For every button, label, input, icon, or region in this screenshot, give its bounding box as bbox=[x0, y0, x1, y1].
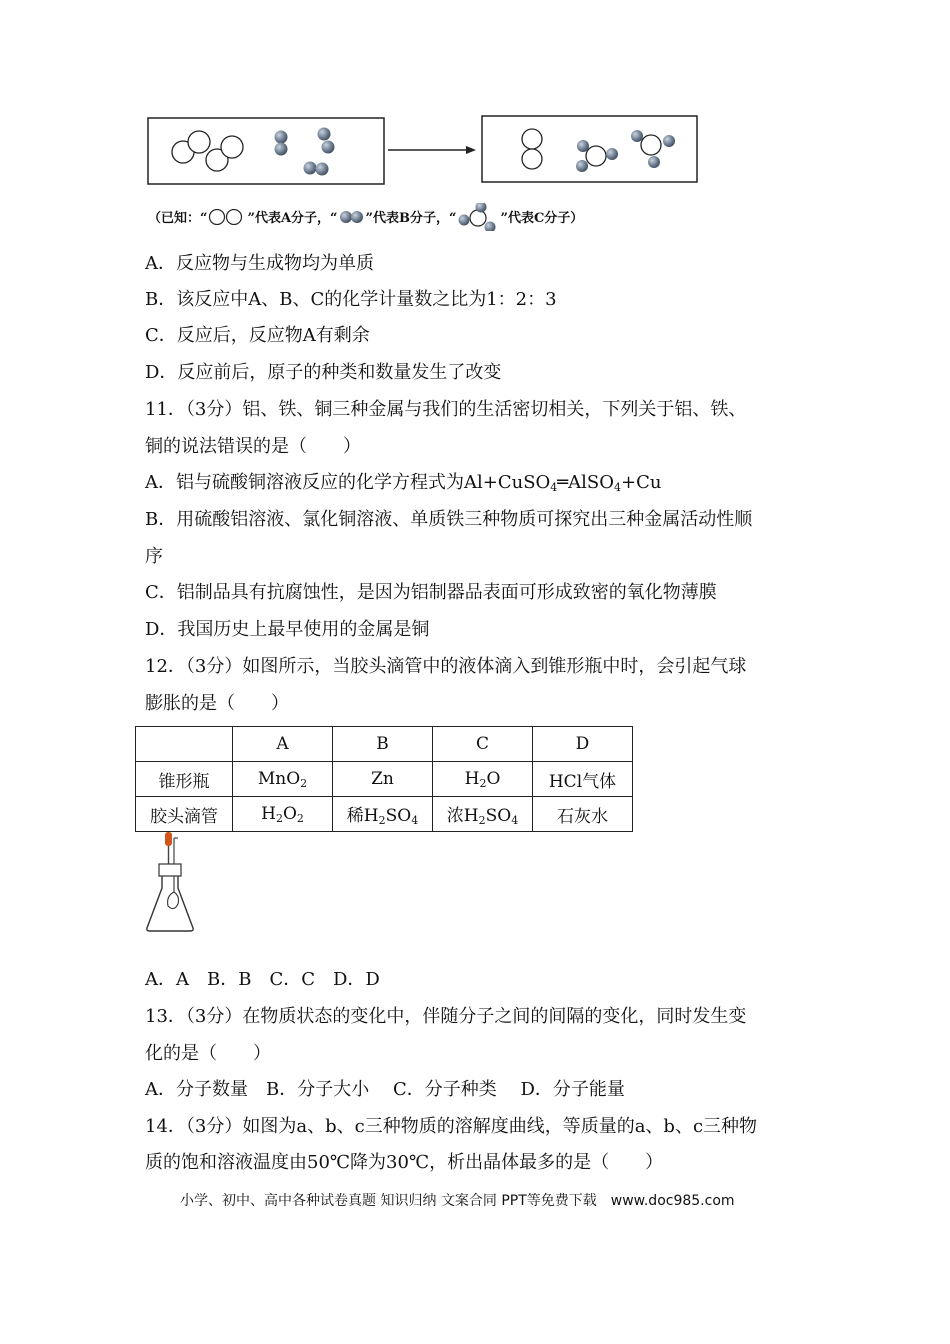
legend-c-icon bbox=[456, 203, 500, 231]
cell-dropper-d: 石灰水 bbox=[533, 797, 633, 832]
legend-a-icon bbox=[207, 209, 247, 225]
q11-option-a bbox=[145, 471, 661, 500]
q10-option-a: A．反应物与生成物均为单质 bbox=[145, 253, 374, 274]
table-row-dropper bbox=[136, 797, 633, 832]
reaction-legend-note bbox=[148, 203, 583, 231]
q13-stem-line2: 化的是（ ） bbox=[145, 1043, 271, 1064]
q11-stem-line1: 11．（3分）铝、铁、铜三种金属与我们的生活密切相关，下列关于铝、铁、 bbox=[145, 399, 747, 420]
molecule-b-before-3 bbox=[304, 162, 329, 176]
cell-flask-d: HCl气体 bbox=[533, 762, 633, 797]
table-header-b: B bbox=[333, 727, 433, 762]
molecule-b-before-1 bbox=[275, 131, 288, 156]
q14-stem-line2: 质的饱和溶液温度由50℃降为30℃，析出晶体最多的是（ ） bbox=[145, 1152, 664, 1173]
q13-answer-options: A．分子数量 B．分子大小 C．分子种类 D．分子能量 bbox=[145, 1079, 625, 1100]
legend-c-text: ”代表C分子） bbox=[500, 211, 584, 226]
q12-answer-options: A．A B．B C．C D．D bbox=[145, 969, 380, 990]
cell-dropper-a: $H_2O_2$ bbox=[233, 797, 333, 832]
molecule-a-before-1 bbox=[172, 131, 210, 163]
q13-stem-line1: 13．（3分）在物质状态的变化中，伴随分子之间的间隔的变化，同时发生变 bbox=[145, 1006, 747, 1027]
table-header-c: C bbox=[433, 727, 533, 762]
molecule-b-before-2 bbox=[318, 128, 335, 154]
molecule-a-after bbox=[522, 129, 542, 169]
q12-stem-line2: 膨胀的是（ ） bbox=[145, 693, 289, 714]
q11-option-c: C．铝制品具有抗腐蚀性，是因为铝制器品表面可形成致密的氧化物薄膜 bbox=[145, 582, 717, 603]
q11-a-suffix: +Cu bbox=[620, 472, 662, 493]
q11-stem-line2: 铜的说法错误的是（ ） bbox=[145, 436, 361, 457]
q12-options-table bbox=[135, 726, 633, 832]
cell-flask-b: Zn bbox=[333, 762, 433, 797]
q10-option-b: B．该反应中A、B、C的化学计量数之比为1：2：3 bbox=[145, 289, 557, 310]
q11-a-sub1: 4 bbox=[550, 481, 558, 494]
q11-option-d: D．我国历史上最早使用的金属是铜 bbox=[145, 619, 430, 640]
q10-option-d: D．反应前后，原子的种类和数量发生了改变 bbox=[145, 362, 502, 383]
table-header-a: A bbox=[233, 727, 333, 762]
table-row-flask bbox=[136, 762, 633, 797]
legend-b-icon bbox=[338, 210, 366, 224]
q11-a-mid: ═AlSO bbox=[557, 472, 614, 493]
legend-b-text: ”代表B分子，“ bbox=[365, 211, 457, 226]
molecule-c-after-2 bbox=[631, 130, 675, 168]
q10-option-c: C．反应后，反应物A有剩余 bbox=[145, 325, 370, 346]
cell-dropper-c: 浓$H_2SO_4$ bbox=[433, 797, 533, 832]
table-header-empty bbox=[136, 727, 233, 762]
table-header-row bbox=[136, 727, 633, 762]
q11-a-prefix: A．铝与硫酸铜溶液反应的化学方程式为Al+CuSO bbox=[145, 472, 551, 493]
flask-apparatus-icon bbox=[140, 830, 200, 936]
row-label-flask: 锥形瓶 bbox=[136, 762, 233, 797]
legend-prefix: （已知：“ bbox=[148, 211, 208, 226]
cell-flask-a: MnO$_2$ bbox=[233, 762, 333, 797]
molecule-c-after-1 bbox=[576, 140, 618, 172]
cell-flask-c: $H_2O$ bbox=[433, 762, 533, 797]
molecule-a-before-2 bbox=[206, 136, 243, 171]
page-footer: 小学、初中、高中各种试卷真题 知识归纳 文案合同 PPT等免费下载 www.doc985.com bbox=[180, 1193, 735, 1209]
legend-a-text: ”代表A分子，“ bbox=[247, 211, 338, 226]
q11-option-b-line1: B．用硫酸铝溶液、氯化铜溶液、单质铁三种物质可探究出三种金属活动性顺 bbox=[145, 509, 753, 530]
q11-a-sub2: 4 bbox=[613, 481, 621, 494]
table-header-d: D bbox=[533, 727, 633, 762]
q14-stem-line1: 14．（3分）如图为a、b、c三种物质的溶解度曲线，等质量的a、b、c三种物 bbox=[145, 1116, 758, 1137]
q12-stem-line1: 12．（3分）如图所示，当胶头滴管中的液体滴入到锥形瓶中时，会引起气球 bbox=[145, 656, 747, 677]
cell-dropper-b: 稀$H_2SO_4$ bbox=[333, 797, 433, 832]
row-label-dropper: 胶头滴管 bbox=[136, 797, 233, 832]
q11-option-b-line2: 序 bbox=[145, 546, 163, 567]
reaction-diagram bbox=[140, 112, 710, 197]
